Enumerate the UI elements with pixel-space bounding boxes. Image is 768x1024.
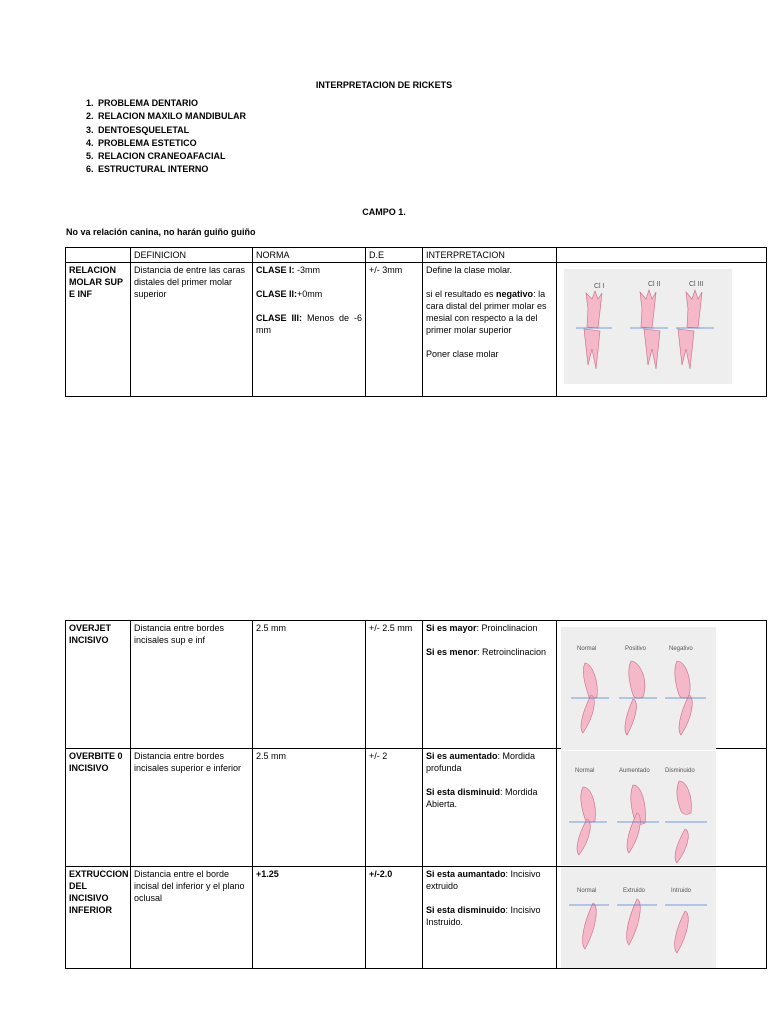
- interp-text: : Mordida profunda: [426, 751, 536, 773]
- row-de: +/- 2.5 mm: [366, 621, 423, 749]
- upper-incisor-icon: [583, 663, 597, 699]
- image-label: Cl I: [594, 283, 605, 290]
- interp-text: si el resultado es: [426, 289, 497, 299]
- norma-value: -3mm: [294, 265, 321, 275]
- incisor-table: [65, 620, 767, 969]
- upper-incisor-icon: [581, 787, 596, 822]
- image-label: Extruido: [623, 888, 646, 894]
- lower-incisor-icon: [627, 813, 640, 853]
- row-definition: Distancia entre bordes incisales sup e inf: [131, 621, 253, 749]
- image-label: Aumentado: [619, 768, 650, 774]
- list-item: 2. RELACION MAXILO MANDIBULAR: [96, 110, 246, 123]
- interpretation-list: [66, 97, 246, 177]
- norma-label: CLASE II:: [256, 289, 298, 299]
- row-interpretation: [423, 749, 557, 867]
- list-item: 5. RELACION CRANEOAFACIAL: [96, 150, 246, 163]
- lower-molar-icon: [584, 329, 600, 369]
- image-label: Normal: [577, 888, 597, 894]
- interp-text: : Incisivo Instruido.: [426, 905, 541, 927]
- row-interpretation: [423, 621, 557, 749]
- row-name: RELACION MOLAR SUP E INF: [66, 263, 131, 397]
- lower-incisor-icon: [577, 819, 590, 855]
- row-interpretation: [423, 263, 557, 397]
- lower-incisor-icon: [675, 829, 688, 863]
- row-norma: [253, 263, 366, 397]
- interp-text: : Retroinclinacion: [477, 647, 547, 657]
- row-definition: Distancia entre bordes incisales superior e inferior: [131, 749, 253, 867]
- upper-molar-icon: [686, 290, 702, 328]
- interp-bold: Si es menor: [426, 647, 478, 657]
- header-definicion: DEFINICION: [131, 248, 253, 263]
- interp-bold: Si esta disminuido: [426, 905, 506, 915]
- row-de: +/- 3mm: [366, 263, 423, 397]
- lower-incisor-icon: [679, 695, 692, 735]
- interp-bold: Si es aumentado: [426, 751, 498, 761]
- row-norma: 2.5 mm: [253, 621, 366, 749]
- lower-incisor-icon: [581, 695, 594, 733]
- image-label: Disminuido: [665, 768, 695, 774]
- lower-molar-icon: [678, 329, 694, 369]
- upper-incisor-icon: [675, 661, 690, 698]
- list-item: 4. PROBLEMA ESTETICO: [96, 137, 246, 150]
- list-item: 1. PROBLEMA DENTARIO: [96, 97, 246, 110]
- row-image-cell: [557, 621, 767, 749]
- molar-relation-table: [65, 247, 767, 397]
- norma-label: CLASE I:: [256, 265, 295, 275]
- row-definition: Distancia de entre las caras distales del primer molar superior: [131, 263, 253, 397]
- image-label: Positivo: [625, 646, 647, 652]
- image-label: Cl III: [689, 281, 704, 288]
- interp-bold: Si es mayor: [426, 623, 477, 633]
- row-name: OVERBITE 0 INCISIVO: [66, 749, 131, 867]
- row-image-cell: [557, 263, 767, 397]
- norma-value: Menos de -6 mm: [256, 313, 362, 335]
- header-image: [557, 248, 767, 263]
- lower-incisor-icon: [583, 903, 597, 949]
- extrusion-illustration: [561, 867, 716, 968]
- overjet-illustration: [561, 627, 716, 750]
- upper-molar-icon: [640, 290, 656, 328]
- interp-text: : Mordida Abierta.: [426, 787, 538, 809]
- overbite-illustration: [561, 751, 716, 865]
- interp-text: : Proinclinacion: [476, 623, 538, 633]
- row-image-cell: [557, 749, 767, 867]
- image-label: Negativo: [669, 646, 693, 652]
- header-interpretacion: INTERPRETACION: [423, 248, 557, 263]
- image-label: Normal: [575, 768, 595, 774]
- interp-bold: Si esta disminuid: [426, 787, 501, 797]
- image-label: Normal: [577, 646, 597, 652]
- interp-text: Poner clase molar: [426, 349, 499, 359]
- header-empty: [66, 248, 131, 263]
- upper-incisor-icon: [677, 781, 692, 814]
- interp-bold: Si esta aumantado: [426, 869, 506, 879]
- interp-text: Define la clase molar.: [426, 265, 513, 275]
- molar-class-illustration: [564, 269, 732, 384]
- interp-text: : Incisivo extruido: [426, 869, 541, 891]
- row-norma: +1.25: [253, 867, 366, 969]
- lower-incisor-icon: [625, 699, 636, 735]
- interp-bold: negativo: [496, 289, 534, 299]
- interp-text: : la cara distal del primer molar es mesial con respecto a la del primer molar superior: [426, 289, 547, 335]
- norma-value: +0mm: [297, 289, 323, 299]
- row-image-cell: [557, 867, 767, 969]
- header-de: D.E: [366, 248, 423, 263]
- image-label: Cl II: [648, 281, 661, 288]
- list-item: 6. ESTRUCTURAL INTERNO: [96, 163, 246, 176]
- upper-molar-icon: [586, 291, 602, 328]
- image-label: Intruido: [671, 888, 692, 894]
- header-norma: NORMA: [253, 248, 366, 263]
- lower-molar-icon: [644, 329, 660, 369]
- row-definition: Distancia entre el borde incisal del inferior y el plano oclusal: [131, 867, 253, 969]
- row-de: +/- 2: [366, 749, 423, 867]
- document-title: INTERPRETACION DE RICKETS: [315, 80, 453, 90]
- row-interpretation: [423, 867, 557, 969]
- row-de: +/-2.0: [366, 867, 423, 969]
- row-name: EXTRUCCION DEL INCISIVO INFERIOR: [66, 867, 131, 969]
- lower-incisor-icon: [675, 911, 689, 953]
- section-note: No va relación canina, no harán guiño guiño: [66, 227, 256, 237]
- norma-label: CLASE III:: [256, 313, 302, 323]
- upper-incisor-icon: [629, 661, 645, 698]
- list-item: 3. DENTOESQUELETAL: [96, 124, 246, 137]
- row-norma: 2.5 mm: [253, 749, 366, 867]
- row-name: OVERJET INCISIVO: [66, 621, 131, 749]
- lower-incisor-icon: [627, 899, 641, 945]
- section-heading: CAMPO 1.: [362, 207, 406, 217]
